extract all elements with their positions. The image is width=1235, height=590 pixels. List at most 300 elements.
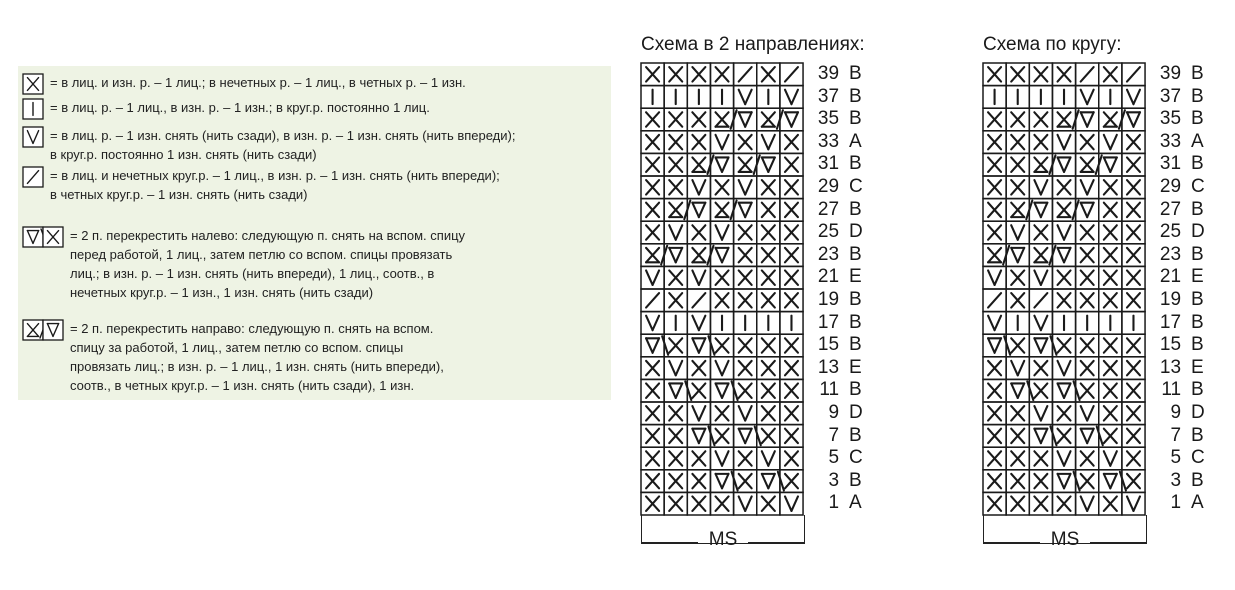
chart-title: Схема в 2 направлениях:	[641, 34, 865, 55]
knit-cross-icon	[1099, 199, 1122, 222]
slip-v-icon	[734, 86, 757, 109]
knit-cross-icon	[983, 357, 1006, 380]
legend-text-line: = 2 п. перекрестить направо: следующую п. снять на вспом.	[70, 321, 434, 336]
knit-cross-icon	[1122, 199, 1145, 222]
slip-v-icon	[1052, 447, 1075, 470]
row-number: 13	[817, 356, 840, 378]
ms-label: MS	[708, 529, 738, 550]
row-number: 35	[817, 108, 840, 130]
knit-cross-icon	[1006, 289, 1029, 312]
knit-cross-icon	[1099, 334, 1122, 357]
slash-stitch-icon	[641, 289, 664, 312]
row-number: 39	[1159, 63, 1182, 84]
grid-row	[641, 86, 803, 109]
knit-cross-icon	[780, 176, 803, 199]
row-letter: B	[849, 63, 862, 84]
legend-text-line: провязать лиц.; в изн. р. – 1 лиц., 1 изн. снять (нить впереди),	[70, 359, 444, 374]
knit-cross-icon	[780, 266, 803, 289]
knit-cross-icon	[780, 221, 803, 244]
slip-v-icon	[757, 447, 780, 470]
row-letter: E	[1191, 266, 1204, 288]
slip-v-icon	[734, 402, 757, 425]
slip-v-icon	[23, 127, 43, 147]
slip-v-icon	[710, 447, 733, 470]
row-letter: C	[1191, 447, 1205, 469]
knit-cross-icon	[664, 131, 687, 154]
knit-cross-icon	[734, 244, 757, 267]
knit-cross-icon	[1122, 357, 1145, 380]
row-number: 11	[819, 379, 840, 401]
slip-v-icon	[1029, 266, 1052, 289]
knit-cross-icon	[1029, 470, 1052, 493]
row-letter: C	[1191, 176, 1205, 197]
knit-bar-icon	[757, 86, 780, 109]
knit-bar-icon	[641, 86, 664, 109]
slip-v-icon	[1076, 86, 1099, 109]
grid-row	[641, 447, 803, 470]
legend-text-line: = в лиц. р. – 1 лиц., в изн. р. – 1 изн.; в круг.р. постоянно 1 лиц.	[50, 100, 430, 115]
knit-cross-icon	[1122, 244, 1145, 267]
knit-cross-icon	[1006, 176, 1029, 199]
slip-v-icon	[1122, 86, 1145, 109]
slip-v-icon	[1076, 492, 1099, 515]
row-letter: B	[1191, 85, 1204, 107]
slip-v-icon	[710, 131, 733, 154]
slash-stitch-icon	[1029, 289, 1052, 312]
knit-cross-icon	[687, 492, 710, 515]
knit-cross-icon	[1029, 492, 1052, 515]
knit-cross-icon	[641, 425, 664, 448]
grid-row	[983, 131, 1145, 154]
knit-cross-icon	[1122, 221, 1145, 244]
cross-right-x-icon	[641, 244, 667, 267]
row-letter: E	[849, 356, 862, 378]
chart-title: Схема по кругу:	[983, 34, 1122, 55]
row-letter: B	[1191, 243, 1204, 265]
knit-cross-icon	[664, 289, 687, 312]
knit-cross-icon	[1006, 63, 1029, 86]
knit-cross-icon	[641, 63, 664, 86]
legend-symbol	[22, 98, 44, 120]
knit-cross-icon	[1006, 425, 1029, 448]
knit-cross-icon	[757, 244, 780, 267]
knit-cross-icon	[1122, 402, 1145, 425]
slip-v-icon	[1076, 176, 1099, 199]
knit-cross-icon	[1099, 244, 1122, 267]
knit-cross-icon	[1006, 402, 1029, 425]
knit-cross-icon	[1099, 221, 1122, 244]
slip-v-icon	[1052, 357, 1075, 380]
row-letter: E	[849, 266, 862, 288]
row-letter: B	[849, 108, 862, 130]
slip-v-icon	[664, 221, 687, 244]
knit-cross-icon	[664, 447, 687, 470]
knit-cross-icon	[664, 266, 687, 289]
grid-row	[983, 357, 1145, 380]
knit-bar-icon	[710, 86, 733, 109]
knit-cross-icon	[710, 402, 733, 425]
knit-cross-icon	[1052, 402, 1075, 425]
row-letter: B	[1191, 198, 1204, 220]
grid-row	[983, 153, 1145, 176]
row-letter: E	[1191, 356, 1204, 378]
knit-cross-icon	[734, 357, 757, 380]
knit-cross-icon	[1122, 425, 1145, 448]
legend-symbol	[22, 126, 44, 148]
knit-cross-icon	[1052, 63, 1075, 86]
row-number: 9	[1170, 402, 1182, 423]
knit-cross-icon	[687, 131, 710, 154]
knit-cross-icon	[664, 63, 687, 86]
slip-v-icon	[687, 176, 710, 199]
cross-right-x-icon	[757, 108, 783, 131]
knit-cross-icon	[1029, 221, 1052, 244]
grid-row	[983, 221, 1145, 244]
row-number: 9	[828, 402, 840, 423]
row-number: 23	[1159, 243, 1182, 265]
row-letter: D	[849, 221, 863, 243]
slash-stitch-icon	[983, 289, 1006, 312]
knit-cross-icon	[641, 447, 664, 470]
knit-cross-icon	[641, 221, 664, 244]
row-letter: B	[1191, 289, 1204, 310]
knit-cross-icon	[757, 402, 780, 425]
row-letter: B	[1191, 424, 1204, 446]
knit-cross-icon	[710, 266, 733, 289]
knit-cross-icon	[43, 227, 63, 247]
row-letter: B	[849, 85, 862, 107]
row-number: 25	[1159, 221, 1182, 243]
slip-v-icon	[1099, 447, 1122, 470]
row-number: 15	[817, 334, 840, 356]
knit-cross-icon	[757, 199, 780, 222]
grid-row	[641, 289, 803, 312]
knit-cross-icon	[1122, 266, 1145, 289]
row-number: 21	[817, 266, 840, 288]
knit-cross-icon	[1122, 131, 1145, 154]
knit-cross-icon	[983, 153, 1006, 176]
knit-cross-icon	[734, 131, 757, 154]
knit-bar-icon	[1122, 312, 1145, 335]
symbol-legend	[18, 66, 611, 400]
cross-right-x-icon	[1029, 244, 1055, 267]
grid-row	[983, 447, 1145, 470]
knit-cross-icon	[1076, 357, 1099, 380]
knit-cross-icon	[1099, 63, 1122, 86]
knit-cross-icon	[1099, 289, 1122, 312]
cross-right-x-icon	[1052, 108, 1078, 131]
slip-v-icon	[1076, 402, 1099, 425]
knit-cross-icon	[710, 289, 733, 312]
slash-stitch-icon	[1076, 63, 1099, 86]
row-letter: D	[1191, 402, 1205, 423]
row-letter: B	[849, 243, 862, 265]
knit-cross-icon	[664, 176, 687, 199]
grid-row	[641, 153, 803, 176]
knit-cross-icon	[757, 379, 780, 402]
row-number: 31	[1159, 153, 1182, 175]
row-letter: C	[849, 176, 863, 197]
slip-v-icon	[1029, 176, 1052, 199]
slip-v-icon	[664, 357, 687, 380]
row-letter: B	[1191, 153, 1204, 175]
row-number: 19	[817, 289, 840, 310]
slip-v-icon	[687, 312, 710, 335]
row-letter: A	[849, 492, 862, 514]
cross-right-x-icon	[710, 108, 736, 131]
knit-cross-icon	[757, 266, 780, 289]
stitch-grid	[639, 61, 805, 517]
knit-cross-icon	[1099, 402, 1122, 425]
knit-cross-icon	[641, 131, 664, 154]
grid-row	[641, 131, 803, 154]
knit-cross-icon	[1006, 108, 1029, 131]
knit-cross-icon	[983, 108, 1006, 131]
row-number: 25	[817, 221, 840, 243]
knit-cross-icon	[1006, 492, 1029, 515]
knit-cross-icon	[780, 447, 803, 470]
knit-cross-icon	[1122, 334, 1145, 357]
slip-v-icon	[1052, 131, 1075, 154]
knit-cross-icon	[687, 357, 710, 380]
knit-cross-icon	[687, 108, 710, 131]
knit-cross-icon	[1006, 266, 1029, 289]
knit-cross-icon	[734, 334, 757, 357]
cross-right-x-icon	[1052, 199, 1078, 222]
legend-text-line: спицу за работой, 1 лиц., затем петлю со вспом. спицы	[70, 340, 404, 355]
knit-cross-icon	[1052, 289, 1075, 312]
legend-text-line: = в лиц. р. – 1 изн. снять (нить сзади), в изн. р. – 1 изн. снять (нить впереди);	[50, 128, 516, 143]
legend-symbol	[22, 166, 44, 188]
slip-v-icon	[757, 131, 780, 154]
knit-cross-icon	[23, 74, 43, 94]
row-letter: B	[849, 198, 862, 220]
knit-cross-icon	[641, 153, 664, 176]
knit-cross-icon	[983, 221, 1006, 244]
knit-cross-icon	[641, 176, 664, 199]
row-letter: B	[1191, 334, 1204, 356]
legend-text-line: соотв., в четных круг.р. – 1 изн. снять (нить сзади), 1 изн.	[70, 378, 415, 393]
grid-row	[641, 221, 803, 244]
grid-row	[641, 63, 803, 86]
knit-cross-icon	[983, 425, 1006, 448]
row-number: 11	[1161, 379, 1182, 401]
row-number: 3	[1170, 469, 1182, 491]
knit-cross-icon	[780, 289, 803, 312]
knit-cross-icon	[687, 447, 710, 470]
knit-cross-icon	[1122, 153, 1145, 176]
legend-text-line: в четных круг.р. – 1 изн. снять (нить сзади)	[50, 187, 308, 202]
grid-row	[641, 334, 803, 357]
row-letter: A	[849, 130, 862, 152]
row-letter: B	[849, 424, 862, 446]
row-number: 33	[1159, 130, 1182, 152]
knit-cross-icon	[664, 402, 687, 425]
knit-cross-icon	[687, 470, 710, 493]
knit-cross-icon	[641, 199, 664, 222]
knit-cross-icon	[983, 131, 1006, 154]
knit-cross-icon	[664, 108, 687, 131]
knit-cross-icon	[757, 492, 780, 515]
knit-cross-icon	[1029, 357, 1052, 380]
knit-cross-icon	[983, 379, 1006, 402]
knit-cross-icon	[780, 402, 803, 425]
knit-cross-icon	[757, 221, 780, 244]
grid-row	[983, 176, 1145, 199]
knit-cross-icon	[1122, 379, 1145, 402]
row-number: 35	[1159, 108, 1182, 130]
grid-row	[641, 357, 803, 380]
grid-row	[983, 244, 1145, 267]
knit-cross-icon	[1006, 447, 1029, 470]
grid-row	[641, 266, 803, 289]
grid-row	[983, 266, 1145, 289]
knit-cross-icon	[983, 176, 1006, 199]
slash-stitch-icon	[780, 63, 803, 86]
slip-v-icon	[734, 176, 757, 199]
row-number: 27	[1159, 198, 1182, 220]
knit-cross-icon	[687, 221, 710, 244]
knit-cross-icon	[780, 357, 803, 380]
knit-cross-icon	[664, 492, 687, 515]
slip-v-icon	[983, 312, 1006, 335]
knit-cross-icon	[1099, 266, 1122, 289]
knit-cross-icon	[1076, 244, 1099, 267]
grid-row	[641, 108, 803, 131]
slip-v-icon	[1006, 221, 1029, 244]
grid-row	[983, 470, 1145, 493]
slip-v-icon	[780, 86, 803, 109]
row-letter: B	[849, 379, 862, 401]
knit-cross-icon	[1052, 492, 1075, 515]
knit-cross-icon	[757, 289, 780, 312]
slash-stitch-icon	[1122, 63, 1145, 86]
legend-text-line: нечетных круг.р. – 1 изн., 1 изн. снять (нить сзади)	[70, 285, 374, 300]
row-number: 5	[1170, 447, 1182, 469]
legend-symbol	[22, 319, 64, 341]
slip-v-icon	[710, 357, 733, 380]
knit-cross-icon	[641, 402, 664, 425]
grid-row	[983, 63, 1145, 86]
knit-cross-icon	[641, 108, 664, 131]
row-number: 1	[1170, 492, 1182, 514]
row-number: 37	[1159, 85, 1182, 107]
knit-cross-icon	[983, 492, 1006, 515]
knit-cross-icon	[780, 334, 803, 357]
knit-cross-icon	[1029, 447, 1052, 470]
slip-v-icon	[687, 266, 710, 289]
slash-stitch-icon	[734, 63, 757, 86]
row-letter: B	[1191, 469, 1204, 491]
row-number: 3	[828, 469, 840, 491]
knit-bar-icon	[664, 86, 687, 109]
knit-cross-icon	[1006, 470, 1029, 493]
row-letter: B	[1191, 311, 1204, 333]
knit-cross-icon	[1029, 108, 1052, 131]
row-number: 17	[817, 311, 840, 333]
ms-label: MS	[1050, 529, 1080, 550]
knit-cross-icon	[1006, 153, 1029, 176]
knit-cross-icon	[710, 176, 733, 199]
slash-stitch-icon	[687, 289, 710, 312]
grid-row	[641, 199, 803, 222]
cross-right-x-icon	[687, 153, 713, 176]
legend-text-line: = в лиц. и изн. р. – 1 лиц.; в нечетных р. – 1 лиц., в четных р. – 1 изн.	[50, 75, 466, 90]
row-letter: B	[849, 334, 862, 356]
grid-row	[983, 492, 1145, 515]
row-letter: B	[849, 469, 862, 491]
knit-cross-icon	[1029, 63, 1052, 86]
knit-bar-icon	[757, 312, 780, 335]
knit-cross-icon	[641, 470, 664, 493]
knit-cross-icon	[687, 63, 710, 86]
knit-cross-icon	[664, 470, 687, 493]
grid-row	[641, 244, 803, 267]
row-number: 17	[1159, 311, 1182, 333]
knit-cross-icon	[780, 244, 803, 267]
knit-cross-icon	[1052, 266, 1075, 289]
slip-v-icon	[1122, 492, 1145, 515]
knit-cross-icon	[1006, 131, 1029, 154]
knit-bar-icon	[983, 86, 1006, 109]
knit-cross-icon	[710, 63, 733, 86]
row-number: 33	[817, 130, 840, 152]
cross-right-x-icon	[710, 199, 736, 222]
grid-row	[641, 176, 803, 199]
slip-v-icon	[780, 492, 803, 515]
legend-text-line: лиц.; в изн. р. – 1 изн. снять (нить впереди), 1 лиц., соотв., в	[70, 266, 435, 281]
grid-row	[983, 199, 1145, 222]
ms-bracket	[641, 515, 805, 550]
knit-cross-icon	[734, 266, 757, 289]
knit-cross-icon	[757, 176, 780, 199]
legend-symbol	[22, 226, 64, 248]
knit-cross-icon	[1099, 357, 1122, 380]
row-letter: D	[1191, 221, 1205, 243]
legend-text-line: в круг.р. постоянно 1 изн. снять (нить сзади)	[50, 147, 317, 162]
ms-bracket	[983, 515, 1147, 550]
knit-cross-icon	[780, 131, 803, 154]
slip-v-icon	[1029, 402, 1052, 425]
knit-bar-icon	[1099, 312, 1122, 335]
knit-bar-icon	[1076, 312, 1099, 335]
knit-cross-icon	[1099, 176, 1122, 199]
cross-right-x-icon	[1029, 153, 1055, 176]
knit-cross-icon	[757, 63, 780, 86]
row-number: 37	[817, 85, 840, 107]
row-letter: B	[1191, 63, 1204, 84]
slash-stitch-icon	[23, 167, 43, 187]
knit-cross-icon	[734, 289, 757, 312]
grid-row	[641, 312, 803, 335]
grid-row	[641, 492, 803, 515]
cross-right-x-icon	[687, 244, 713, 267]
knit-cross-icon	[1076, 289, 1099, 312]
grid-row	[983, 379, 1145, 402]
knit-cross-icon	[983, 199, 1006, 222]
row-letter: A	[1191, 492, 1204, 514]
row-letter: A	[1191, 130, 1204, 152]
row-letter: C	[849, 447, 863, 469]
knit-bar-icon	[710, 312, 733, 335]
grid-row	[983, 334, 1145, 357]
row-number: 7	[828, 424, 840, 446]
knit-cross-icon	[664, 153, 687, 176]
slip-v-icon	[1052, 221, 1075, 244]
grid-row	[641, 379, 803, 402]
slip-v-icon	[983, 266, 1006, 289]
row-number: 27	[817, 198, 840, 220]
